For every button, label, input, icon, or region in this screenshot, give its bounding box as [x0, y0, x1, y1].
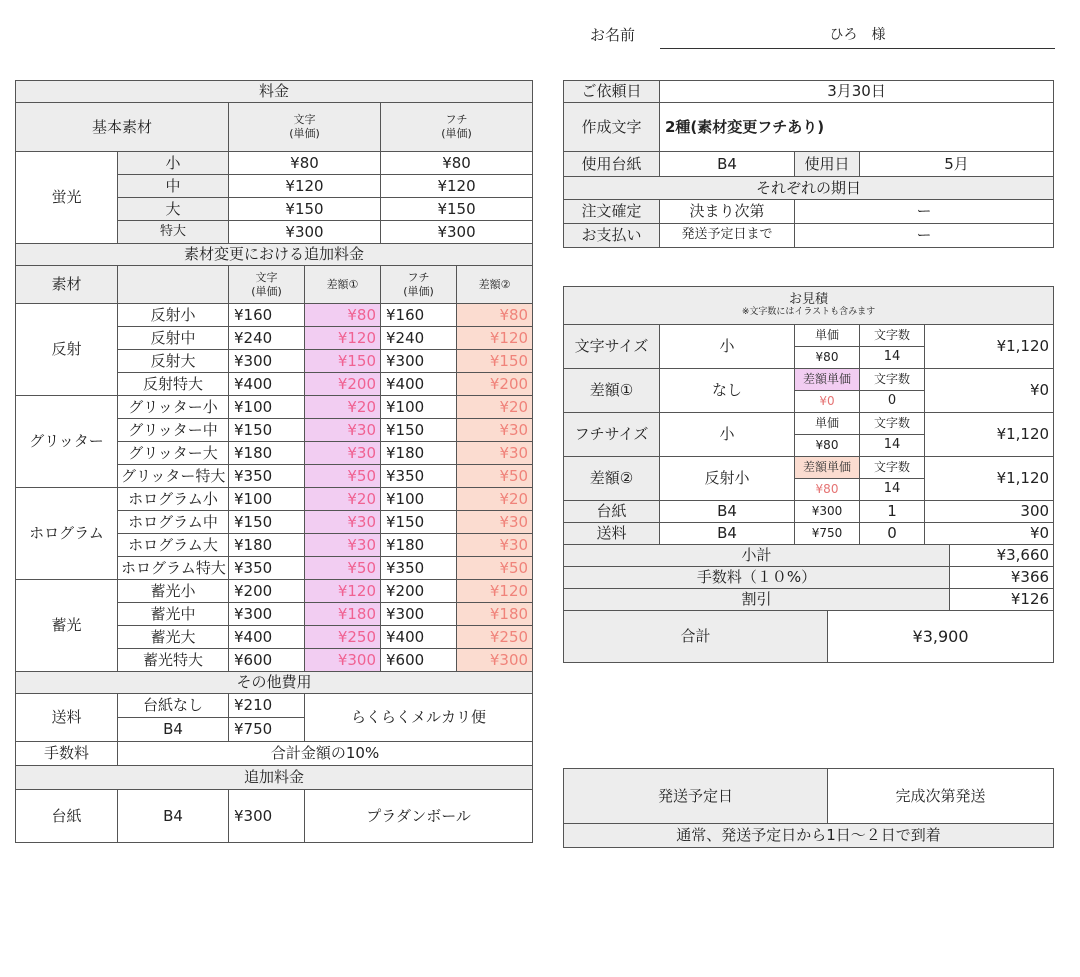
- request-date-label: ご依頼日: [564, 81, 660, 103]
- char-unit-header: 文字 (単価): [229, 103, 381, 152]
- material-group: ホログラム: [16, 488, 118, 580]
- count-header: 文字数: [860, 457, 925, 479]
- edge-unit: ¥600: [381, 649, 457, 672]
- ship-row-name: 台紙なし: [118, 694, 229, 718]
- confirm-value: 決まり次第: [660, 200, 795, 224]
- diff1-value: ¥120: [305, 580, 381, 603]
- shipping-table: [563, 768, 1054, 848]
- count-value: 14: [860, 435, 925, 457]
- char-unit: ¥600: [229, 649, 305, 672]
- material-group: 反射: [16, 304, 118, 396]
- diff1-value: ¥150: [305, 350, 381, 373]
- material-item: グリッター特大: [118, 465, 229, 488]
- diff2-value: ¥30: [457, 511, 533, 534]
- table-row: [564, 501, 1054, 523]
- diff1-value: ¥20: [305, 396, 381, 419]
- estimate-value: 小: [660, 413, 795, 457]
- estimate-value: なし: [660, 369, 795, 413]
- material-item: 蓄光小: [118, 580, 229, 603]
- char-unit: ¥200: [229, 580, 305, 603]
- material-item: ホログラム大: [118, 534, 229, 557]
- table-row: [564, 457, 1054, 479]
- material-item: 蓄光中: [118, 603, 229, 626]
- table-row: [564, 369, 1054, 391]
- diff1-value: ¥30: [305, 511, 381, 534]
- table-row: [16, 304, 533, 327]
- estimate-total: ¥1,120: [925, 413, 1054, 457]
- material-item: グリッター大: [118, 442, 229, 465]
- table-row: [16, 488, 533, 511]
- diff2-value: ¥30: [457, 534, 533, 557]
- estimate-board-total: 300: [925, 501, 1054, 523]
- estimate-ship-value: B4: [660, 523, 795, 545]
- edge-price: ¥150: [381, 198, 533, 221]
- estimate-total: ¥0: [925, 369, 1054, 413]
- other-title: その他費用: [16, 672, 533, 694]
- material-item: ホログラム特大: [118, 557, 229, 580]
- diff2-value: ¥30: [457, 419, 533, 442]
- count-value: 14: [860, 479, 925, 501]
- char-unit: ¥400: [229, 626, 305, 649]
- unit-header: 差額単価: [795, 369, 860, 391]
- material-group: 蓄光: [16, 580, 118, 672]
- unit-header: 差額単価: [795, 457, 860, 479]
- estimate-table: [563, 286, 1054, 663]
- price-table: [15, 80, 533, 843]
- diff2-value: ¥120: [457, 327, 533, 350]
- estimate-label: 文字サイズ: [564, 325, 660, 369]
- diff1-value: ¥250: [305, 626, 381, 649]
- material-item: グリッター中: [118, 419, 229, 442]
- estimate-board-unit: ¥300: [795, 501, 860, 523]
- count-value: 0: [860, 391, 925, 413]
- count-header: 文字数: [860, 369, 925, 391]
- material-item: 反射大: [118, 350, 229, 373]
- customer-name-box: [590, 22, 1055, 48]
- count-header: 文字数: [860, 325, 925, 347]
- fee-label: 手数料（１０%）: [564, 567, 950, 589]
- estimate-value: 反射小: [660, 457, 795, 501]
- order-info-table: [563, 80, 1054, 248]
- material-header: 素材: [16, 266, 118, 304]
- size-label: 中: [118, 175, 229, 198]
- char-price: ¥150: [229, 198, 381, 221]
- diff2-value: ¥200: [457, 373, 533, 396]
- char-unit: ¥100: [229, 488, 305, 511]
- deadline-header: それぞれの期日: [564, 177, 1054, 200]
- table-row: [16, 152, 533, 175]
- request-date-value: 3月30日: [660, 81, 1054, 103]
- diff1-value: ¥50: [305, 465, 381, 488]
- char-unit: ¥240: [229, 327, 305, 350]
- material-item: グリッター小: [118, 396, 229, 419]
- discount-label: 割引: [564, 589, 950, 611]
- text-label: 作成文字: [564, 103, 660, 152]
- diff1-value: ¥80: [305, 304, 381, 327]
- shipping-label: 送料: [16, 694, 118, 742]
- extra-char-header: 文字 (単価): [229, 266, 305, 304]
- discount-value: ¥126: [950, 589, 1054, 611]
- estimate-board-label: 台紙: [564, 501, 660, 523]
- estimate-total: ¥1,120: [925, 457, 1054, 501]
- extra-edge-header: フチ (単価): [381, 266, 457, 304]
- diff1-value: ¥30: [305, 442, 381, 465]
- estimate-ship-count: 0: [860, 523, 925, 545]
- board-price: ¥300: [229, 790, 305, 843]
- table-row: [16, 396, 533, 419]
- diff2-value: ¥250: [457, 626, 533, 649]
- name-label: お名前: [590, 26, 636, 44]
- use-date-value: 5月: [860, 152, 1054, 177]
- estimate-value: 小: [660, 325, 795, 369]
- ship-note: 通常、発送予定日から1日～２日で到着: [564, 824, 1054, 848]
- material-item: 反射特大: [118, 373, 229, 396]
- edge-unit: ¥150: [381, 419, 457, 442]
- diff2-value: ¥180: [457, 603, 533, 626]
- edge-price: ¥300: [381, 221, 533, 244]
- unit-value: ¥80: [795, 347, 860, 369]
- char-unit: ¥300: [229, 350, 305, 373]
- unit-value: ¥80: [795, 479, 860, 501]
- ship-row-price: ¥750: [229, 718, 305, 742]
- diff1-header: 差額①: [305, 266, 381, 304]
- edge-unit: ¥160: [381, 304, 457, 327]
- material-item: ホログラム中: [118, 511, 229, 534]
- diff2-value: ¥80: [457, 304, 533, 327]
- estimate-ship-label: 送料: [564, 523, 660, 545]
- estimate-label: 差額①: [564, 369, 660, 413]
- edge-unit: ¥300: [381, 350, 457, 373]
- material-item: 反射小: [118, 304, 229, 327]
- estimate-header: [564, 287, 1054, 325]
- unit-header: 単価: [795, 413, 860, 435]
- count-header: 文字数: [860, 413, 925, 435]
- edge-price: ¥120: [381, 175, 533, 198]
- count-value: 14: [860, 347, 925, 369]
- diff1-value: ¥180: [305, 603, 381, 626]
- estimate-title: お見積: [789, 292, 829, 308]
- table-row: [16, 580, 533, 603]
- table-row: [564, 523, 1054, 545]
- edge-unit: ¥350: [381, 465, 457, 488]
- total-label: 合計: [564, 611, 828, 663]
- diff1-value: ¥200: [305, 373, 381, 396]
- subtotal-label: 小計: [564, 545, 950, 567]
- ship-row-name: B4: [118, 718, 229, 742]
- char-unit: ¥350: [229, 557, 305, 580]
- unit-value: ¥80: [795, 435, 860, 457]
- edge-unit-header: フチ (単価): [381, 103, 533, 152]
- edge-unit: ¥100: [381, 396, 457, 419]
- material-item: 蓄光大: [118, 626, 229, 649]
- ship-date-value: 完成次第発送: [828, 769, 1054, 824]
- board-material: プラダンボール: [305, 790, 533, 843]
- board-value: B4: [660, 152, 795, 177]
- char-unit: ¥150: [229, 511, 305, 534]
- diff1-value: ¥20: [305, 488, 381, 511]
- estimate-label: フチサイズ: [564, 413, 660, 457]
- char-price: ¥300: [229, 221, 381, 244]
- char-unit: ¥350: [229, 465, 305, 488]
- text-value: 2種(素材変更フチあり): [660, 103, 1054, 152]
- char-unit: ¥400: [229, 373, 305, 396]
- edge-unit: ¥180: [381, 534, 457, 557]
- estimate-board-value: B4: [660, 501, 795, 523]
- payment-date: ー: [795, 224, 1054, 248]
- size-label: 小: [118, 152, 229, 175]
- fee-value: 合計金額の10%: [118, 742, 533, 766]
- board-label: 台紙: [16, 790, 118, 843]
- char-unit: ¥180: [229, 442, 305, 465]
- unit-header: 単価: [795, 325, 860, 347]
- material-item: 蓄光特大: [118, 649, 229, 672]
- diff2-value: ¥300: [457, 649, 533, 672]
- item-header-blank: [118, 266, 229, 304]
- estimate-total: ¥1,120: [925, 325, 1054, 369]
- use-date-label: 使用日: [795, 152, 860, 177]
- table-row: [564, 325, 1054, 347]
- add-fee-title: 追加料金: [16, 766, 533, 790]
- diff2-value: ¥150: [457, 350, 533, 373]
- edge-unit: ¥240: [381, 327, 457, 350]
- edge-price: ¥80: [381, 152, 533, 175]
- price-title: 料金: [16, 81, 533, 103]
- ship-date-label: 発送予定日: [564, 769, 828, 824]
- board-label: 使用台紙: [564, 152, 660, 177]
- size-label: 大: [118, 198, 229, 221]
- char-unit: ¥160: [229, 304, 305, 327]
- extra-title: 素材変更における追加料金: [16, 244, 533, 266]
- board-size: B4: [118, 790, 229, 843]
- material-group: グリッター: [16, 396, 118, 488]
- estimate-note: ※文字数にはイラストも含みます: [741, 306, 876, 317]
- ship-row-price: ¥210: [229, 694, 305, 718]
- diff1-value: ¥50: [305, 557, 381, 580]
- diff1-value: ¥30: [305, 534, 381, 557]
- diff2-header: 差額②: [457, 266, 533, 304]
- edge-unit: ¥400: [381, 626, 457, 649]
- char-price: ¥120: [229, 175, 381, 198]
- ship-method: らくらくメルカリ便: [305, 694, 533, 742]
- edge-unit: ¥150: [381, 511, 457, 534]
- payment-label: お支払い: [564, 224, 660, 248]
- estimate-ship-unit: ¥750: [795, 523, 860, 545]
- edge-unit: ¥200: [381, 580, 457, 603]
- diff2-value: ¥120: [457, 580, 533, 603]
- payment-value: 発送予定日まで: [660, 224, 795, 248]
- char-unit: ¥150: [229, 419, 305, 442]
- diff2-value: ¥30: [457, 442, 533, 465]
- group-fluor: 蛍光: [16, 152, 118, 244]
- unit-value: ¥0: [795, 391, 860, 413]
- base-material-header: 基本素材: [16, 103, 229, 152]
- char-unit: ¥100: [229, 396, 305, 419]
- char-unit: ¥180: [229, 534, 305, 557]
- edge-unit: ¥180: [381, 442, 457, 465]
- diff2-value: ¥50: [457, 557, 533, 580]
- char-unit: ¥300: [229, 603, 305, 626]
- edge-unit: ¥300: [381, 603, 457, 626]
- fee-label: 手数料: [16, 742, 118, 766]
- fee-value: ¥366: [950, 567, 1054, 589]
- table-row: [564, 413, 1054, 435]
- confirm-date: ー: [795, 200, 1054, 224]
- estimate-ship-total: ¥0: [925, 523, 1054, 545]
- diff2-value: ¥50: [457, 465, 533, 488]
- char-price: ¥80: [229, 152, 381, 175]
- diff1-value: ¥30: [305, 419, 381, 442]
- subtotal-value: ¥3,660: [950, 545, 1054, 567]
- edge-unit: ¥350: [381, 557, 457, 580]
- diff1-value: ¥120: [305, 327, 381, 350]
- diff1-value: ¥300: [305, 649, 381, 672]
- diff2-value: ¥20: [457, 488, 533, 511]
- name-value: ひろ 様: [660, 24, 1055, 49]
- material-item: 反射中: [118, 327, 229, 350]
- estimate-board-count: 1: [860, 501, 925, 523]
- estimate-label: 差額②: [564, 457, 660, 501]
- material-item: ホログラム小: [118, 488, 229, 511]
- total-value: ¥3,900: [828, 611, 1054, 663]
- edge-unit: ¥400: [381, 373, 457, 396]
- size-label: 特大: [118, 221, 229, 244]
- diff2-value: ¥20: [457, 396, 533, 419]
- edge-unit: ¥100: [381, 488, 457, 511]
- confirm-label: 注文確定: [564, 200, 660, 224]
